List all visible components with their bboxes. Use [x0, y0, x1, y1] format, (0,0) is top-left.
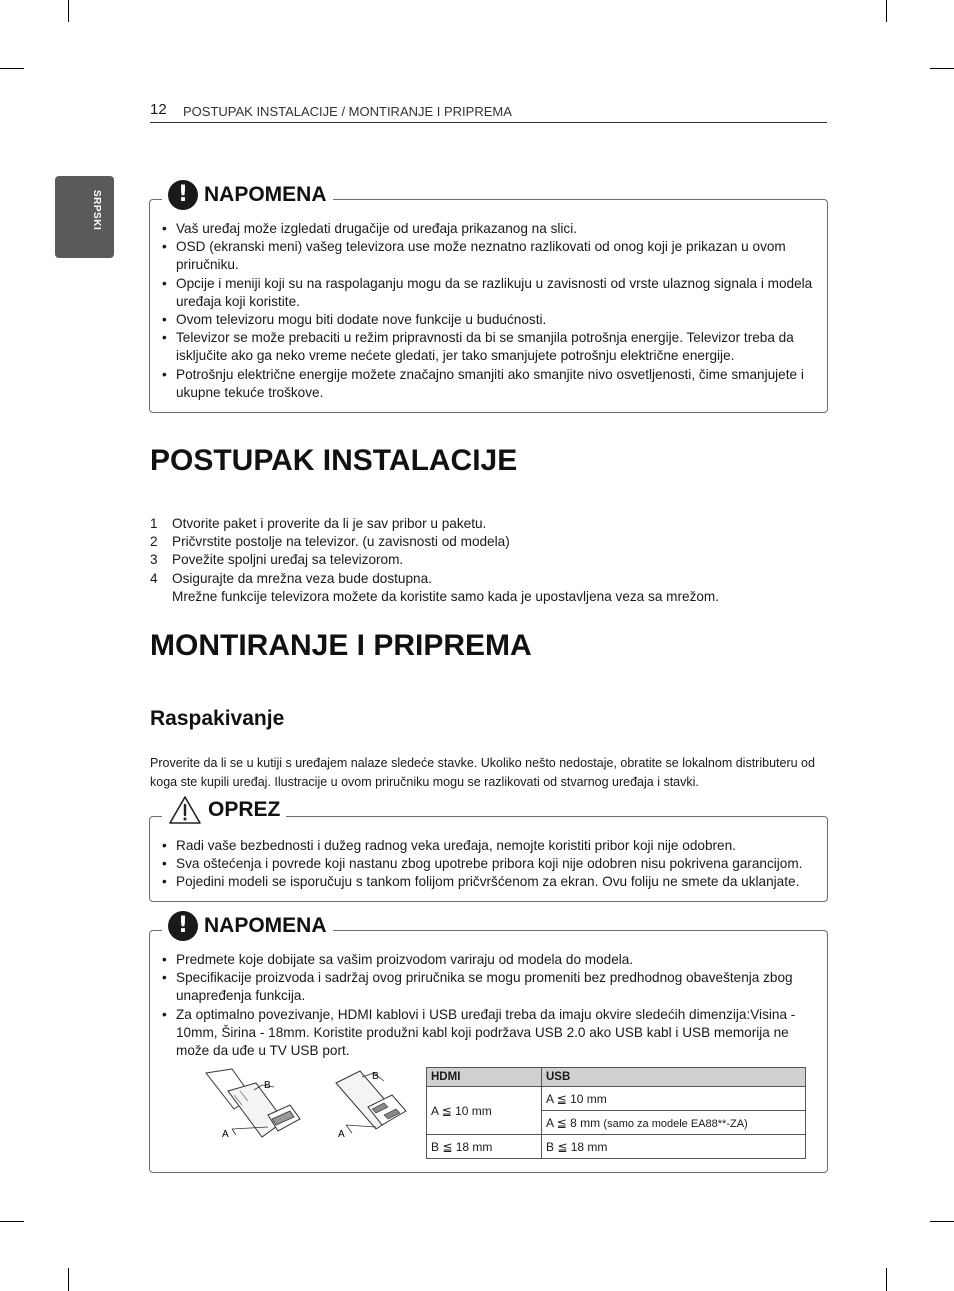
step-text: Otvorite paket i proverite da li je sav pribor u paketu.: [172, 516, 487, 531]
exclamation-circle-icon: !: [168, 911, 198, 941]
language-tab: [55, 176, 114, 258]
crop-mark: [886, 0, 887, 22]
section-title-mounting: MONTIRANJE I PRIPREMA: [150, 629, 532, 662]
list-item: • OSD (ekranski meni) vašeg televizora use može neznatno razlikovati od onog koji je prikazan u ovom priručniku.: [150, 238, 818, 274]
list-item: • Opcije i meniji koji su na raspolaganju mogu da se razlikuju u zavisnosti od vrste ulaznog signala i modela uređaja koji koristite.: [150, 275, 818, 311]
header-title: POSTUPAK INSTALACIJE / MONTIRANJE I PRIPREMA: [183, 104, 512, 119]
section-title-installation: POSTUPAK INSTALACIJE: [150, 444, 518, 477]
exclamation-circle-icon: !: [168, 180, 198, 210]
note-list: [150, 951, 820, 1060]
step-item: [150, 515, 719, 533]
crop-mark: [886, 1268, 887, 1291]
table-cell: B ≦ 18 mm: [427, 1135, 542, 1159]
step-text: Pričvrstite postolje na televizor. (u zavisnosti od modela): [172, 534, 510, 550]
step-item: [150, 551, 719, 569]
step-number: 1: [150, 516, 158, 531]
language-tab-label: SRPSKI: [91, 190, 102, 231]
table-header-hdmi: HDMI: [427, 1068, 542, 1087]
note-list: [150, 220, 818, 402]
table-header-row: [427, 1068, 806, 1087]
table-header-usb: USB: [542, 1068, 806, 1087]
caution-legend: [162, 793, 286, 827]
step-item: [150, 570, 719, 606]
dimension-label-a: A: [338, 1129, 345, 1140]
table-cell: B ≦ 18 mm: [542, 1135, 806, 1159]
table-row: [427, 1135, 806, 1159]
usb-a-model-note: (samo za modele EA88**-ZA): [603, 1117, 748, 1130]
step-number: 2: [150, 534, 158, 550]
page-header: [150, 101, 827, 123]
hdmi-connector-diagram: [204, 1067, 314, 1145]
crop-mark: [0, 1221, 24, 1222]
note-heading: NAPOMENA: [204, 183, 327, 206]
page-number: 12: [150, 101, 167, 118]
dimension-label-b: B: [372, 1071, 379, 1082]
list-item: • Za optimalno povezivanje, HDMI kablovi i USB uređaji treba da imaju okvire sledećih dimenzija:Visina - 10mm, Širina - 18mm. Koristite produžni kabl koji podržava USB 2.0 ako USB kabl i USB memorija ne može da uđe u TV USB port.: [150, 1006, 820, 1061]
caution-list: [150, 837, 820, 892]
list-item: • Ovom televizoru mogu biti dodate nove funkcije u budućnosti.: [150, 311, 818, 329]
step-subtext: Mrežne funkcije televizora možete da koristite samo kada je upostavljena veza sa mrežom.: [172, 588, 720, 604]
dimension-label-a: A: [222, 1129, 229, 1140]
list-item: • Potrošnju električne energije možete značajno smanjiti ako smanjite nivo osvetljenosti, čime smanjujete i ukupne tekuće troškove.: [150, 366, 818, 402]
list-item: • Predmete koje dobijate sa vašim proizvodom variraju od modela do modela.: [150, 951, 820, 969]
step-number: 4: [150, 570, 158, 586]
step-text: Osigurajte da mrežna veza bude dostupna.: [172, 570, 432, 586]
crop-mark: [930, 68, 954, 69]
table-cell: A ≦ 10 mm: [542, 1087, 806, 1111]
warning-triangle-icon: [168, 795, 202, 825]
caution-box: [149, 798, 828, 902]
dimension-label-b: B: [264, 1080, 271, 1091]
connector-dimensions-table: [426, 1067, 806, 1159]
crop-mark: [930, 1221, 954, 1222]
table-row: [427, 1087, 806, 1111]
list-item: • Vaš uređaj može izgledati drugačije od uređaja prikazanog na slici.: [150, 220, 818, 238]
step-item: [150, 533, 719, 551]
installation-steps: [150, 515, 719, 606]
subsection-title-unpacking: Raspakivanje: [150, 707, 285, 730]
unpacking-intro: Proverite da li se u kutiji s uređajem nalaze sledeće stavke. Ukoliko nešto nedostaje, obratite se lokalnom distributeru od koga ste kupili uređaj. Ilustracije u ovom priručniku mogu se razlikovati od stvarnog uređaja i stavki.: [150, 756, 815, 789]
note-legend: [162, 178, 333, 212]
crop-mark: [68, 0, 69, 22]
list-item: • Pojedini modeli se isporučuju s tankom folijom pričvršćenom za ekran. Ovu foliju ne smete da uklanjate.: [150, 873, 820, 891]
usb-connector-diagram: [334, 1067, 424, 1145]
note-box-2: [149, 913, 828, 1173]
list-item: • Sva oštećenja i povrede koji nastanu zbog upotrebe pribora koji nije odobren nisu pokrivena garancijom.: [150, 855, 820, 873]
step-number: 3: [150, 552, 158, 568]
note-heading: NAPOMENA: [204, 914, 327, 937]
note-legend: [162, 909, 333, 943]
crop-mark: [0, 68, 24, 69]
list-item: • Radi vaše bezbednosti i dužeg radnog veka uređaja, nemojte koristiti pribor koji nije odobren.: [150, 837, 820, 855]
usb-a-limit: A ≦ 8 mm: [546, 1115, 601, 1130]
table-cell: A ≦ 10 mm: [427, 1087, 542, 1135]
table-cell: [542, 1111, 806, 1135]
step-text: Povežite spoljni uređaj sa televizorom.: [172, 552, 404, 568]
list-item: • Specifikacije proizvoda i sadržaj ovog priručnika se mogu promeniti bez predhodnog obaveštenja zbog unapređenja funkcija.: [150, 969, 820, 1005]
caution-heading: OPREZ: [208, 798, 281, 821]
list-item: • Televizor se može prebaciti u režim pripravnosti da bi se smanjila potrošnja energije. Televizor treba da isključite ako ga neko vreme nećete gledati, jer tako smanjujete potrošnju električne energije.: [150, 329, 818, 365]
crop-mark: [68, 1268, 69, 1291]
note-box-1: [149, 182, 828, 413]
